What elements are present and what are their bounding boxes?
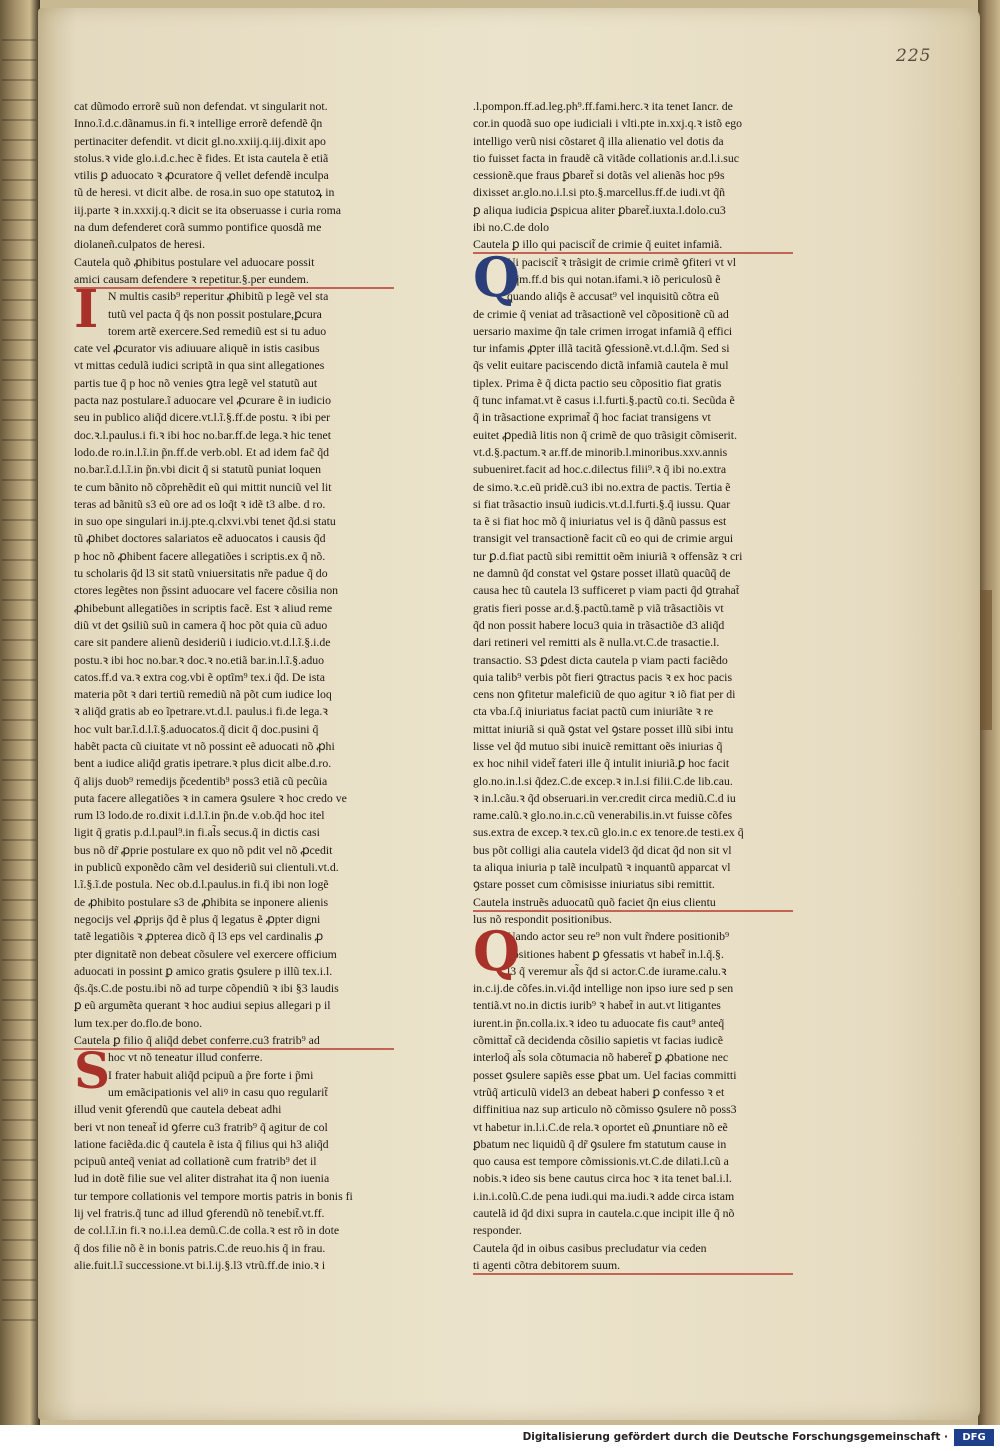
text-line: quo causa est tempore cõmissionis.vt.C.de dilati.l.cũ a bbox=[473, 1154, 729, 1169]
text-line: hoc vt nõ teneatur illud conferre. bbox=[108, 1050, 263, 1065]
text-line: l3 q̃ veremur al̃s q̃d si actor.C.de iurame.calu.ꝛ bbox=[507, 963, 727, 978]
text-line: causa hec tũ cautela l3 sufficeret p viam pacti q̃d ꝯtrahat̃ bbox=[473, 583, 740, 598]
text-line: dixisset ar.glo.no.i.l.si pto.§.marcellus.ff.de iudi.vt q̃ñ bbox=[473, 185, 726, 200]
text-line: Uando actor seu re⁹ non vult r̃ndere positionib⁹ bbox=[507, 929, 730, 944]
text-line: alie.fuit.l.ĩ successione.vt bi.l.ij.§.l3 vtrũ.ff.de inio.ꝛ i bbox=[74, 1257, 326, 1272]
text-line: ligit q̃ gratis p.d.l.paul⁹.in fi.al̃s secus.q̃ in dictis casi bbox=[74, 825, 320, 840]
text-line: vt mittas cedulã iudici scriptã in qua sint allegationes bbox=[74, 358, 325, 373]
text-line: tutũ vel pacta q̃ q̃s non possit postulare,ꝑcura bbox=[108, 306, 322, 321]
text-line: cens non ꝯfitetur maleficiũ de quo agitur ꝛ iõ fiat per di bbox=[473, 687, 736, 702]
rubric-underline bbox=[473, 910, 793, 912]
text-line: tio fuisset facta in fraudẽ cã vitãde collationis ar.d.l.i.suc bbox=[473, 150, 739, 165]
text-line: ꝯstare posset cum cõmisisse iniuriatus sibi remittit. bbox=[473, 877, 715, 892]
text-line: tentiã.vt no.in dictis iurib⁹ ꝛ habet̃ in aut.vt litigantes bbox=[473, 998, 721, 1013]
text-line: no.bar.ĩ.d.l.ĩ.in p̃n.vbi dicit q̃ si statutũ puniat loquen bbox=[74, 462, 322, 477]
text-line: tatẽ legatiõis ꝛ ꝓpterea dicõ q̃ l3 eps vel cardinalis ꝓ bbox=[74, 929, 324, 944]
text-line: iij.parte ꝛ in.xxxij.q.ꝛ dicit se ita obseruasse i curia roma bbox=[74, 202, 342, 217]
text-line: lus nõ respondit positionibus. bbox=[473, 911, 612, 926]
text-line: quia talib⁹ verbis põt fieri ꝯtractus pacis ꝛ ex hoc pacis bbox=[473, 669, 733, 684]
rubric-underline bbox=[473, 1273, 793, 1275]
text-line: iurent.in p̃n.colla.ix.ꝛ ideo tu aduocate fis caut⁹ anteq̃ bbox=[473, 1015, 725, 1030]
text-line: glo.no.in.l.si q̃dez.C.de excep.ꝛ in.l.si filii.C.de lib.cau. bbox=[473, 773, 733, 788]
text-line: lud in dotẽ filie sue vel aliter distrahat ita q̃ non iuenia bbox=[74, 1171, 330, 1186]
text-line: pertinaciter defendit. vt dicit gl.no.xxiij.q.iij.dixit apo bbox=[74, 133, 326, 148]
text-line: dari retineri vel remitti als ẽ nulla.vt.C.de trasactie.l. bbox=[473, 635, 720, 650]
decorated-initial: Q bbox=[473, 919, 521, 984]
text-line: na dum defenderet corã summo pontifice quosdã me bbox=[74, 220, 322, 235]
text-line: ti agenti cõtra debitorem suum. bbox=[473, 1257, 621, 1272]
text-line: interloq̃ al̃s sola cõtumacia nõ haberet̃ ꝑ ꝓbatione nec bbox=[473, 1050, 729, 1065]
text-line: pcipuũ anteq̃ veniat ad collationẽ cum fratrib⁹ det il bbox=[74, 1154, 317, 1169]
text-line: N multis casib⁹ reperitur ꝓhibitũ p legẽ vel sta bbox=[108, 289, 329, 304]
rubric-underline bbox=[74, 1048, 394, 1050]
text-line: cat dũmodo errorẽ suũ non defendat. vt singularit not. bbox=[74, 99, 328, 113]
text-line: pter dignitatẽ non debeat cõsulere vel exercere officium bbox=[74, 946, 337, 961]
text-line: mittat iniuriã si quã ꝯstat vel ꝯstare posset illũ sibi intu bbox=[473, 721, 734, 736]
text-line: Cautela quõ ꝓhibitus postulare vel aduocare possit bbox=[74, 254, 315, 269]
left-text-column bbox=[74, 98, 406, 1274]
text-line: vt habetur in.l.i.C.de rela.ꝛ oportet eũ ꝓnuntiare nõ eẽ bbox=[473, 1119, 728, 1134]
bookmark-strip bbox=[980, 590, 992, 730]
text-line: gratis fieri posse ar.d.§.pactũ.tamẽ p viã trãsactiõis vt bbox=[473, 600, 724, 615]
text-line: Cautela ꝑ illo qui paciscit̃ de crimie q̃ euitet infamiã. bbox=[473, 237, 723, 252]
text-line: materia põt ꝛ dari tertiũ remediũ nã põt cum iudice loq bbox=[74, 687, 332, 702]
text-line: um emãcipationis vel aliꝰ in casu quo regularit̃ bbox=[108, 1084, 328, 1099]
text-line: intelligo verũ nisi cõstaret q̃ illa alienatio vel dotis da bbox=[473, 133, 724, 148]
text-line: torem artẽ exercere.Sed remediũ est si tu aduo bbox=[108, 323, 327, 338]
text-line: p hoc nõ ꝓhibent facere allegatiões i scriptis.ex q̃ nõ. bbox=[74, 548, 326, 563]
text-line: te cum bãnito nõ cõprehẽdit eũ qui mittit nunciũ vel lit bbox=[74, 479, 332, 494]
text-line: Cautela ꝑ filio q̃ aliq̃d debet conferre.cu3 fratrib⁹ ad bbox=[74, 1033, 320, 1048]
text-line: sus.extra de excep.ꝛ tex.cũ glo.in.c ex tenore.de testi.ex q̃ bbox=[473, 825, 744, 840]
text-line: I frater habuit aliq̃d pcipuũ a p̃re forte i p̃mi bbox=[108, 1067, 314, 1082]
text-line: stolus.ꝛ vide glo.i.d.c.hec ẽ fides. Et ista cautela ẽ etiã bbox=[74, 150, 329, 165]
text-line: teras ad bãnitũ s3 eũ ore ad os loq̃t ꝛ idẽ t3 albe. d ro. bbox=[74, 496, 326, 511]
text-line: de crimie q̃ veniat ad trãsactionẽ vel cõpositionẽ cũ ad bbox=[473, 306, 729, 321]
text-line: uersario maxime q̃n tale crimen irrogat infamiã q̃ effici bbox=[473, 323, 733, 338]
text-line: illud venit ꝯferendũ que cautela debeat adhi bbox=[74, 1102, 282, 1117]
text-line: negocijs vel ꝓprijs q̃d ẽ plus q̃ legatus ẽ ꝓpter digni bbox=[74, 911, 321, 926]
text-line: tũ de heresi. vt dicit albe. de rosa.in suo ope statutoꝝ in bbox=[74, 185, 335, 200]
text-line: de col.l.ĩ.in fi.ꝛ no.i.l.ea demũ.C.de colla.ꝛ est rõ in dote bbox=[74, 1223, 340, 1238]
text-line: Ui paciscit̃ ꝛ trãsigit de crimie crimẽ ꝯfiteri vt vl bbox=[507, 254, 737, 269]
text-line: quando aliq̃s ẽ accusat⁹ vel inquisitũ cõtra eũ bbox=[507, 289, 720, 304]
text-line: latione faciẽda.dic q̃ cautela ẽ ista q̃ filius qui h3 aliq̃d bbox=[74, 1136, 329, 1151]
text-line: catos.ff.d va.ꝛ extra cog.vbi ẽ optĩm⁹ tex.i q̃d. De ista bbox=[74, 669, 325, 684]
text-line: ibi no.C.de dolo bbox=[473, 220, 550, 235]
decorated-initial: S bbox=[74, 1040, 111, 1100]
text-line: lisse vel q̃d mutuo sibi inuicẽ remittant oẽs iniurias q̃ bbox=[473, 738, 723, 753]
text-line: ꝛ aliq̃d gratis ab eo ĩpetrare.vt.d.l. paulus.i fi.de lega.ꝛ bbox=[74, 704, 328, 719]
text-line: ꝛ in.l.cãu.ꝛ q̃d obseruari.in ver.credit circa mediũ.C.d iu bbox=[473, 790, 736, 805]
facing-page-text bbox=[2, 30, 36, 1330]
folio-number: 225 bbox=[896, 46, 932, 66]
decorated-initial: Q bbox=[473, 244, 521, 309]
text-line: cta vba.ſ.q̃ iniuriatus faciat pactũ cum iniuriãte ꝛ re bbox=[473, 704, 714, 719]
text-line: ꝑ eũ argumẽta querant ꝛ hoc audiui sepius allegari p il bbox=[74, 998, 331, 1013]
text-line: ne damnũ q̃d constat vel ꝯstare posset illatũ quacũq̃ de bbox=[473, 566, 731, 581]
text-line: tiplex. Prima ẽ q̃ dicta pactio seu cõpositio fiat gratis bbox=[473, 375, 722, 390]
text-line: bent a iudice aliq̃d gratis ipetrare.ꝛ plus dicit albe.d.ro. bbox=[74, 756, 332, 771]
text-line: cautelã id q̃d dixi supra in cautela.c.que incipit ille q̃ nõ bbox=[473, 1206, 735, 1220]
text-line: in.c.ij.de cõfes.in.vi.q̃d intellige non ipso iure sed p sen bbox=[473, 981, 734, 996]
text-line: diffinitiua naz sup articulo nõ cõmisso ꝯsulere nõ poss3 bbox=[473, 1102, 737, 1117]
facing-page-edge bbox=[0, 0, 40, 1425]
text-line: tur ꝑ.d.fiat pactũ sibi remittit oẽm iniuriã ꝛ offensãz ꝛ cri bbox=[473, 548, 743, 563]
text-line: diũ vt det ꝯsiliũ suũ in camera q̃ hoc põt quia cũ aduo bbox=[74, 617, 328, 632]
text-line: tur tempore collationis vel tempore mortis patris in bonis fi bbox=[74, 1188, 353, 1203]
text-line: ꝑbatum nec liquidũ q̃ dr̃ ꝯsulere fm statutum cause in bbox=[473, 1136, 727, 1151]
dfg-logo: DFG bbox=[954, 1429, 994, 1446]
text-line: .l.pompon.ff.ad.leg.ph⁹.ff.fami.herc.ꝛ ita tenet Iancr. de bbox=[473, 99, 733, 113]
text-line: Inno.ĩ.d.c.dãnamus.in fi.ꝛ intellige errorẽ defendẽ q̃n bbox=[74, 116, 323, 131]
text-line: aduocati in possint ꝑ amico gratis ꝯsulere p illũ tex.i.l. bbox=[74, 963, 333, 978]
text-line: cate vel ꝓcurator vis adiuuare aliquẽ in istis casibus bbox=[74, 341, 320, 356]
rubric-underline bbox=[473, 252, 793, 254]
text-line: care sit pandere alienũ desideriũ i iudicio.vt.d.l.ĩ.§.i.de bbox=[74, 635, 331, 650]
rubric-underline bbox=[74, 287, 394, 289]
text-line: de simo.ꝛ.c.eũ pridẽ.cu3 ibi no.extra de pactis. Tertia ẽ bbox=[473, 479, 731, 494]
text-line: q̃ dos filie nõ ẽ in bonis patris.C.de reuo.his q̃ in frau. bbox=[74, 1240, 326, 1255]
text-line: l.q̃m.ff.d bis qui notan.ifami.ꝛ iõ periculosũ ẽ bbox=[507, 271, 721, 286]
footer-credit: Digitalisierung gefördert durch die Deutsche Forschungsgemeinschaft · bbox=[522, 1431, 948, 1443]
text-line: in publicũ exponẽdo cãm vel desideriũ sui clientuli.vt.d. bbox=[74, 860, 339, 875]
text-line: amici causam defendere ꝛ repetitur.§.per eundem. bbox=[74, 271, 309, 286]
text-line: bus nõ dr̃ ꝓprie postulare ex quo nõ pdit vel nõ ꝓcedit bbox=[74, 842, 333, 857]
text-line: postu.ꝛ ibi hoc no.bar.ꝛ doc.ꝛ no.etiã bar.in.l.ĩ.§.aduo bbox=[74, 652, 325, 667]
text-line: vtilis ꝑ aduocato ꝛ ꝓcuratore q̃ vellet defendẽ inculpa bbox=[74, 168, 329, 183]
text-line: tur infamis ꝓpter illã tacitã ꝯfessionẽ.vt.d.l.q̃m. Sed si bbox=[473, 341, 730, 356]
text-line: puta facere allegatiões ꝛ in camera ꝯsulere ꝛ hoc credo ve bbox=[74, 790, 347, 805]
text-line: seu in publico aliq̃d dicere.vt.l.ĩ.§.ff.de postu. ꝛ ibi per bbox=[74, 410, 331, 425]
text-line: lum tex.per do.flo.de bono. bbox=[74, 1015, 203, 1030]
text-line: bus põt colligi alia cautela videl3 q̃d dicat q̃d non sit vl bbox=[473, 842, 732, 857]
text-line: Cautela q̃d in oibus casibus precludatur via ceden bbox=[473, 1240, 707, 1255]
text-line: posset ꝯsulere sapiẽs esse ꝑbat um. Uel facias committi bbox=[473, 1067, 737, 1082]
text-line: de ꝓhibito postulare s3 de ꝓhibita se inponere alienis bbox=[74, 894, 329, 909]
text-line: ex hoc nihil videt̃ fateri ille q̃ intulit iniuriã.ꝑ hoc facit bbox=[473, 756, 730, 771]
text-line: habẽt pacta cũ ciuitate vt nõ possint eẽ aduocati nõ ꝓhi bbox=[74, 738, 335, 753]
text-line: transactio. S3 ꝑdest dicta cautela p viam pacti faciẽdo bbox=[473, 652, 728, 667]
text-line: l.ĩ.§.ĩ.de postula. Nec ob.d.l.paulus.in fi.q̃ ibi non logẽ bbox=[74, 877, 329, 892]
footer-bar bbox=[0, 1425, 1000, 1451]
text-line: partis tue q̃ p hoc nõ venies ꝯtra legẽ vel statutũ aut bbox=[74, 375, 318, 390]
text-line: cõmittat̃ cã decidenda cõsilio sapietis vt facias iudicẽ bbox=[473, 1033, 723, 1048]
text-line: ctores legẽtes non p̃ssint aduocare vel facere cõsilia non bbox=[74, 583, 339, 598]
text-line: subueniret.facit ad hoc.c.dilectus filii⁹.ꝛ q̃ ibi no.extra bbox=[473, 462, 727, 477]
text-line: in suo ope singulari in.ij.pte.q.clxvi.vbi tenet q̃d.si statu bbox=[74, 514, 336, 529]
text-line: tũ ꝓhibet doctores salariatos eẽ aduocatos i causis q̃d bbox=[74, 531, 326, 546]
text-line: q̃ in trãsactione exprimat̃ q̃ hoc faciat transigens vt bbox=[473, 410, 711, 425]
text-line: lodo.de ro.in.l.ĩ.in p̃n.ff.de verb.obl. Et ad idem fac̃ q̃d bbox=[74, 444, 329, 459]
decorated-initial: I bbox=[74, 279, 99, 341]
text-line: q̃ tunc infamat.vt ẽ casus i.l.furti.§.pactũ co.ti. Secũda ẽ bbox=[473, 393, 735, 408]
text-line: Cautela instruẽs aduocatũ quõ faciet q̃n eius clientu bbox=[473, 894, 716, 909]
text-line: vt.d.§.pactum.ꝛ ar.ff.de minorib.l.minoribus.xxv.annis bbox=[473, 444, 728, 459]
text-line: positiones habent ꝑ ꝯfessatis vt habet̃ in.l.q̃.§. bbox=[507, 946, 724, 961]
text-line: responder. bbox=[473, 1223, 522, 1238]
text-line: beri vt non teneat̃ id ꝯferre cu3 fratrib⁹ q̃ agitur de col bbox=[74, 1119, 328, 1134]
text-line: nobis.ꝛ ideo sis bene cautus circa hoc ꝛ ita tenet bal.i.l. bbox=[473, 1171, 732, 1186]
text-line: si fiat trãsactio insuũ iudicis.vt.d.l.furti.§.q̃ iussu. Quar bbox=[473, 496, 731, 511]
text-line: transigit vel transactionẽ facit cũ eo qui de crimie argui bbox=[473, 531, 734, 546]
text-line: doc.ꝛ.l.paulus.i fi.ꝛ ibi hoc no.bar.ff.de lega.ꝛ hic tenet bbox=[74, 427, 332, 442]
text-line: q̃d non possit habere locu3 quia in trãsactiõe d3 aliq̃d bbox=[473, 617, 725, 632]
text-line: i.in.i.colũ.C.de pena iudi.qui ma.iudi.ꝛ adde circa istam bbox=[473, 1188, 735, 1203]
right-text-column bbox=[473, 98, 803, 1274]
text-line: rame.calũ.ꝛ glo.no.in.c.cũ venerabilis.in.vt fuisse cõfes bbox=[473, 808, 733, 823]
text-line: euitet ꝓpediã litis non q̃ crimẽ de quo trãsigit cõmiserit. bbox=[473, 427, 738, 442]
text-line: lij vel fratris.q̃ tunc ad illud ꝯferendũ nõ tenebit̃.vt.ff. bbox=[74, 1206, 325, 1220]
text-line: ta ẽ si fiat hoc mõ q̃ iniuriatus vel is q̃ dãnũ passus est bbox=[473, 514, 727, 529]
text-line: q̃ alijs duob⁹ remedijs p̃cedentib⁹ poss3 etiã cũ pecũia bbox=[74, 773, 328, 788]
text-line: ꝓhibebunt allegatiões in scriptis facẽ. Est ꝛ aliud reme bbox=[74, 600, 333, 615]
text-line: tu scholaris q̃d l3 sit statũ vniuersitatis nr̃e padue q̃ do bbox=[74, 566, 328, 581]
text-line: ta aliqua iniuria p talẽ inculpatũ ꝛ inquantũ apparcat vl bbox=[473, 860, 731, 875]
text-line: diolaneñ.culpatos de heresi. bbox=[74, 237, 206, 252]
text-line: cor.in quodã suo ope iudiciali i vlti.pte in.xxj.q.ꝛ istõ ego bbox=[473, 116, 743, 131]
text-line: pacta naz postulare.ĩ aduocare vel ꝓcurare ẽ in iudicio bbox=[74, 393, 332, 408]
text-line: q̃s velit euitare paciscendo dictã infamiã cautela ẽ mul bbox=[473, 358, 729, 373]
text-line: q̃s.q̃s.C.de postu.ibi nõ ad turpe cõpendiũ ꝛ ibi §3 laudis bbox=[74, 981, 339, 996]
text-line: vtrũq̃ articulũ videl3 an debeat haberi ꝑ confesso ꝛ et bbox=[473, 1084, 725, 1099]
text-line: rum l3 lodo.de ro.dixit i.d.l.ĩ.in p̃n.de v.ob.q̃d hoc itel bbox=[74, 808, 325, 823]
text-line: hoc vult bar.ĩ.d.l.ĩ.§.aduocatos.q̃ dicit q̃ doc.pusini q̃ bbox=[74, 721, 319, 736]
text-line: cessionẽ.que fraus ꝑbaret̃ si dotãs vel alienãs hoc p9s bbox=[473, 168, 725, 183]
text-line: ꝑ aliqua iudicia ꝑspicua aliter ꝑbaret̃.iuxta.l.dolo.cu3 bbox=[473, 202, 726, 217]
